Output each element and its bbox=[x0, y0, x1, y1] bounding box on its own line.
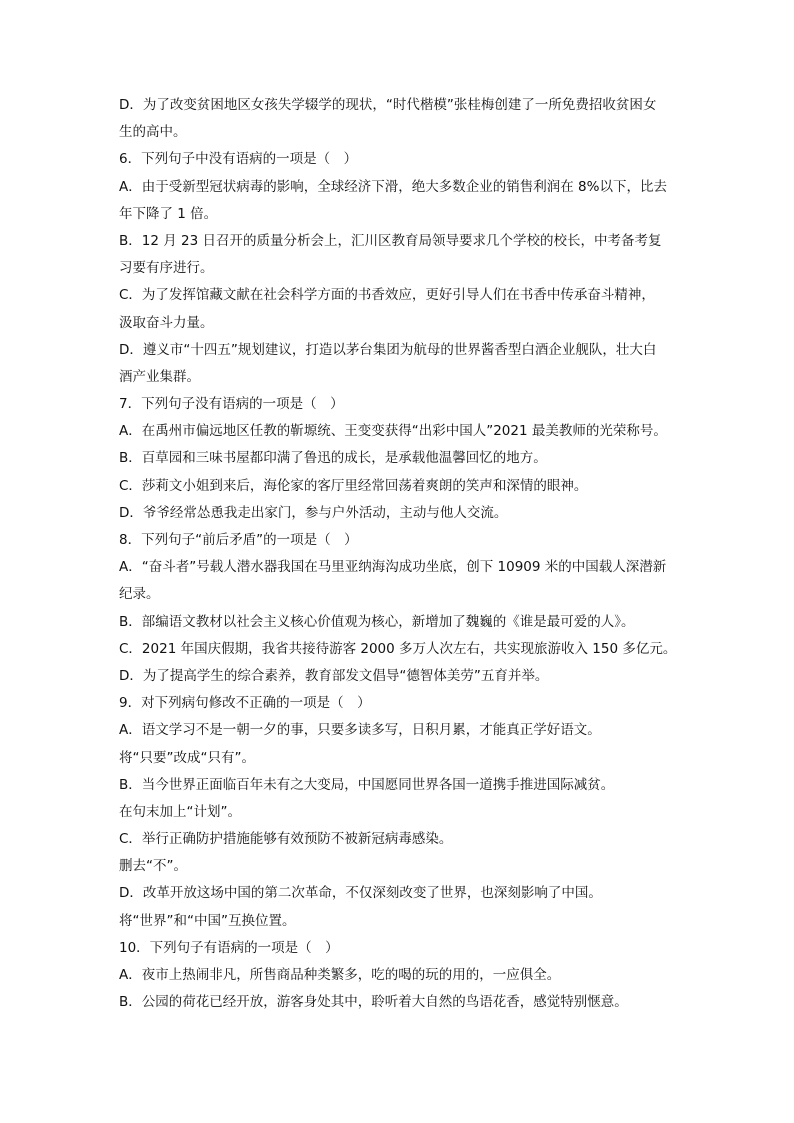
text-line: 习要有序进行。 bbox=[119, 260, 214, 277]
question-8-title: 8．下列句子“前后矛盾”的一项是（ ） bbox=[119, 532, 358, 548]
option-d: D．爷爷经常怂恿我走出家门，参与户外活动，主动与他人交流。 bbox=[119, 504, 508, 521]
text-line: 生的高中。 bbox=[119, 124, 187, 141]
revision-note: 删去“不”。 bbox=[119, 858, 187, 875]
revision-note: 在句末加上“计划”。 bbox=[119, 803, 241, 820]
text-line: 年下降了 1 倍。 bbox=[119, 205, 218, 222]
option-c: C．莎莉文小姐到来后，海伦家的客厅里经常回荡着爽朗的笑声和深情的眼神。 bbox=[119, 477, 588, 494]
option-b: B．12 月 23 日召开的质量分析会上，汇川区教育局领导要求几个学校的校长，中考备考复 bbox=[119, 232, 662, 249]
text-line: 酒产业集群。 bbox=[119, 368, 200, 385]
text-line: 汲取奋斗力量。 bbox=[119, 314, 214, 331]
option-a: A．由于受新型冠状病毒的影响，全球经济下滑，绝大多数企业的销售利润在 8%以下，比去 bbox=[119, 178, 667, 195]
revision-note: 将“世界”和“中国”互换位置。 bbox=[119, 912, 296, 929]
question-10-title: 10．下列句子有语病的一项是（ ） bbox=[119, 939, 339, 956]
question-6-title: 6．下列句子中没有语病的一项是（ ） bbox=[119, 151, 358, 168]
option-a: A．夜市上热闹非凡，所售商品种类繁多，吃的喝的玩的用的，一应俱全。 bbox=[119, 967, 561, 983]
revision-note: 将“只要”改成“只有”。 bbox=[119, 749, 255, 766]
option-d: D．为了提高学生的综合素养，教育部发文倡导“德智体美劳”五育并举。 bbox=[119, 667, 549, 684]
option-d: D．改革开放这场中国的第二次革命，不仅深刻改变了世界，也深刻影响了中国。 bbox=[119, 885, 602, 902]
question-text bbox=[119, 92, 689, 1016]
option-b: B．百草园和三味书屋都印满了鲁迅的成长，是承载他温馨回忆的地方。 bbox=[119, 450, 547, 467]
option-c: C．为了发挥馆藏文献在社会科学方面的书香效应，更好引导人们在书香中传承奋斗精神， bbox=[119, 287, 655, 304]
text-line: 纪录。 bbox=[119, 586, 160, 603]
text-line: D．为了改变贫困地区女孩失学辍学的现状，“时代楷模”张桂梅创建了一所免费招收贫困女 bbox=[119, 97, 657, 113]
option-d: D．遵义市“十四五”规划建议，打造以茅台集团为航母的世界酱香型白酒企业舰队，壮大白 bbox=[119, 341, 657, 358]
option-c: C．2021 年国庆假期，我省共接待游客 2000 多万人次左右，共实现旅游收入 150 多亿元。 bbox=[119, 640, 677, 657]
option-c: C．举行正确防护措施能够有效预防不被新冠病毒感染。 bbox=[119, 831, 453, 848]
question-9-title: 9．对下列病句修改不正确的一项是（ ） bbox=[119, 695, 371, 712]
option-b: B．当今世界正面临百年未有之大变局，中国愿同世界各国一道携手推进国际减贫。 bbox=[119, 776, 615, 793]
option-a: A．“奋斗者”号载人潜水器我国在马里亚纳海沟成功坐底，创下 10909 米的中国载人深潜新 bbox=[119, 559, 667, 576]
question-7-title: 7．下列句子没有语病的一项是（ ） bbox=[119, 396, 344, 413]
option-a: A．在禹州市偏远地区任教的靳塬统、王变变获得“出彩中国人”2021 最美教师的光荣称号。 bbox=[119, 423, 667, 440]
option-b: B．公园的荷花已经开放，游客身处其中，聆听着大自然的鸟语花香，感觉特别惬意。 bbox=[119, 994, 628, 1011]
option-a: A．语文学习不是一朝一夕的事，只要多读多写，日积月累，才能真正学好语文。 bbox=[119, 722, 601, 739]
option-b: B．部编语文教材以社会主义核心价值观为核心，新增加了魏巍的《谁是最可爱的人》。 bbox=[119, 613, 635, 630]
